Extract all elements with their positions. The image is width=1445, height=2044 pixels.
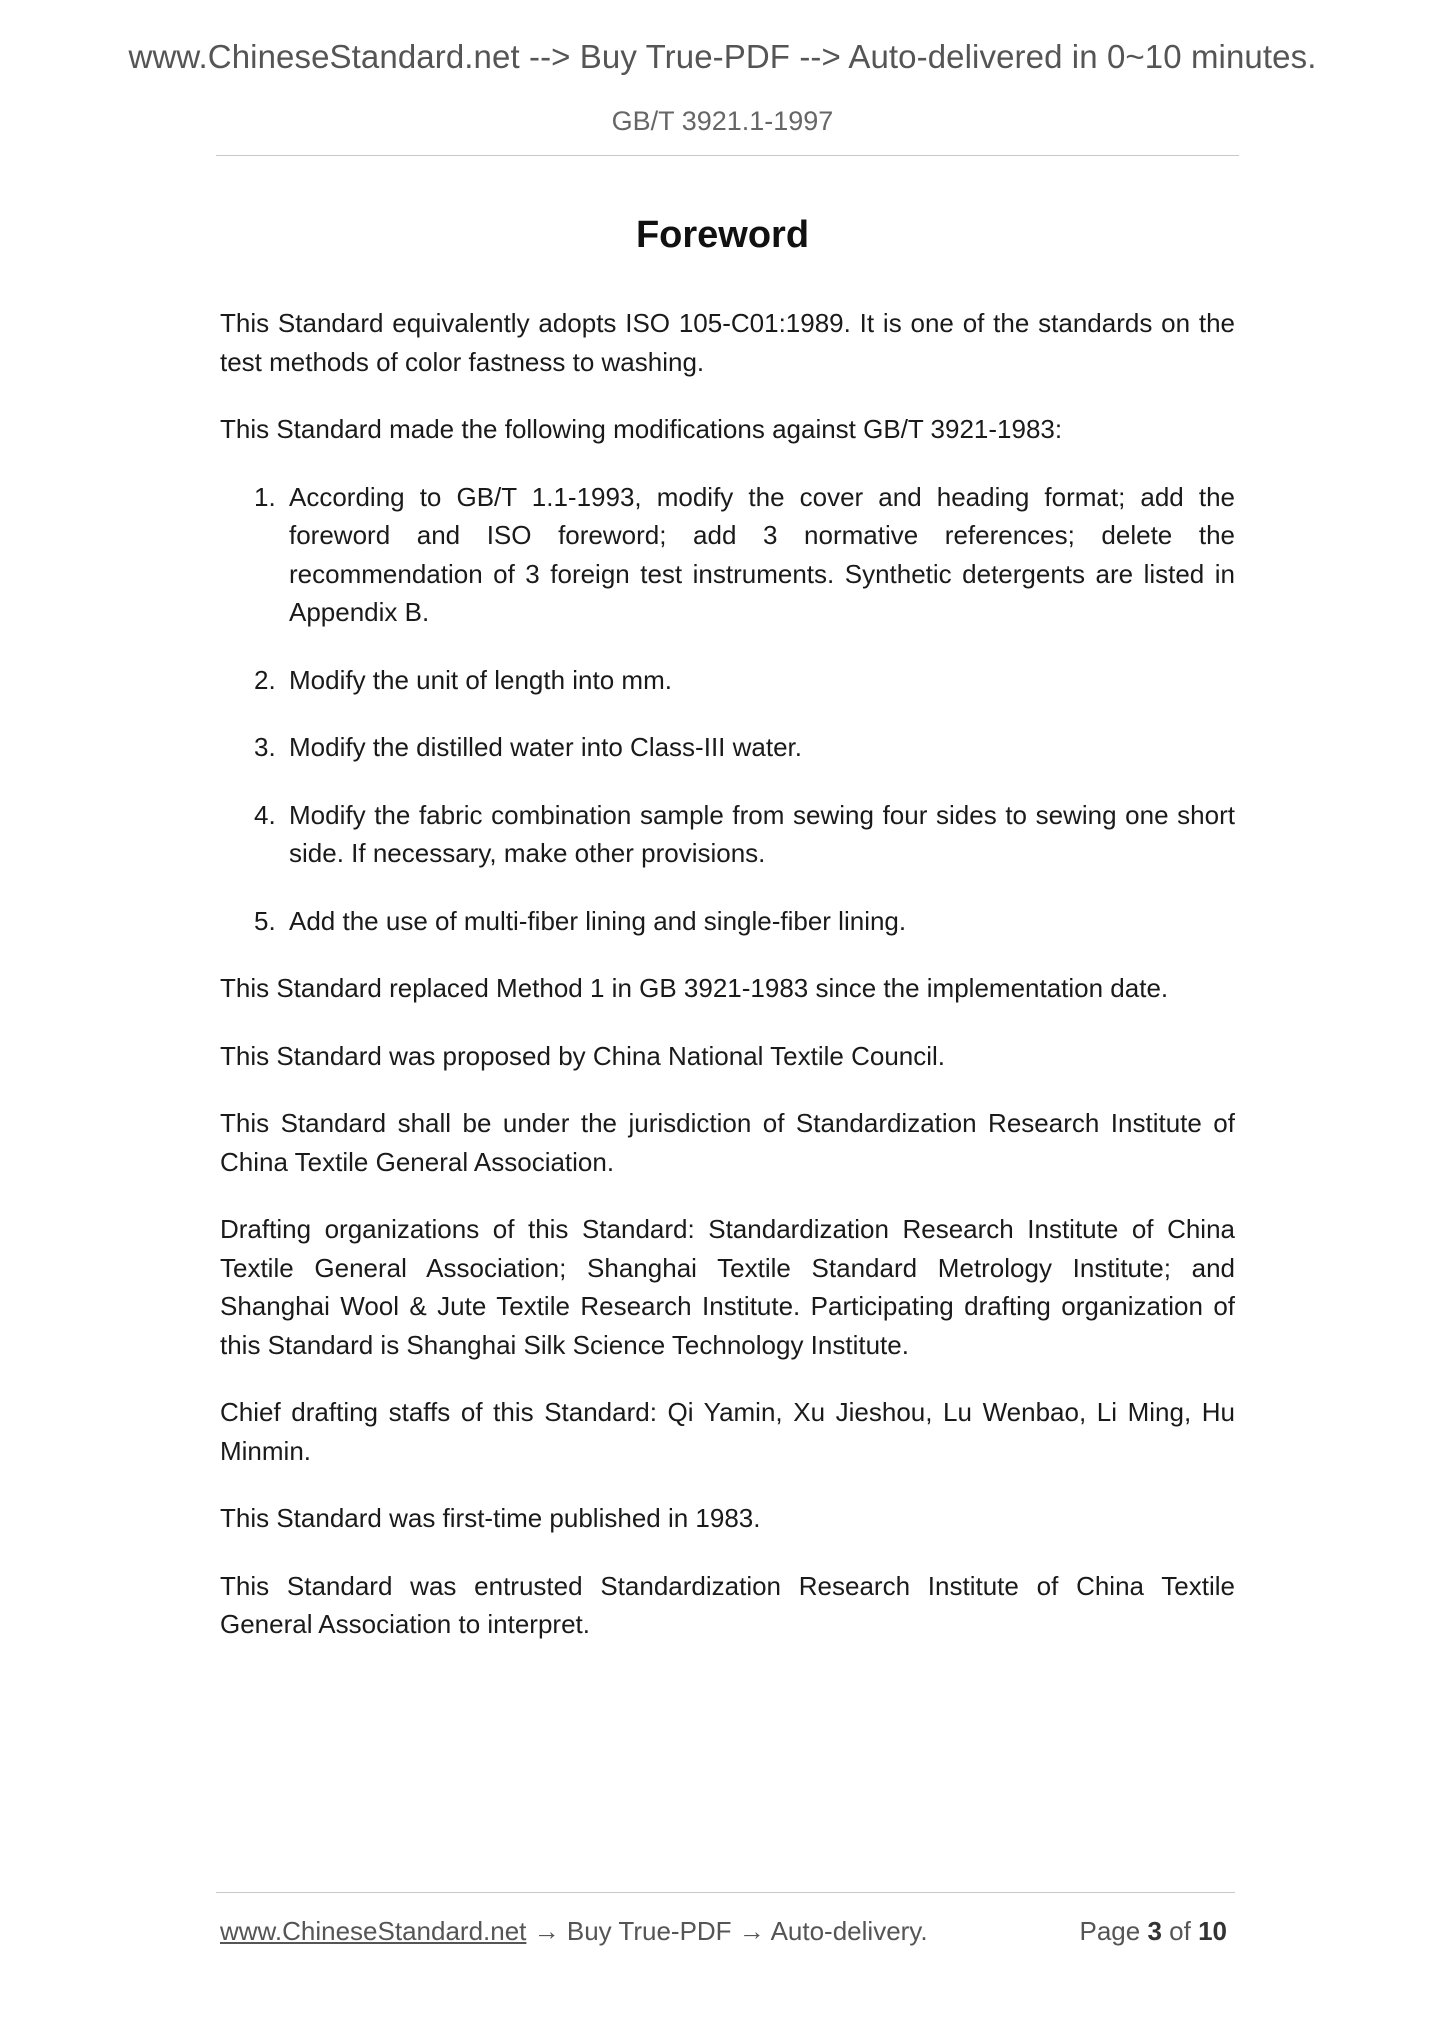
list-text: Modify the distilled water into Class-III water. xyxy=(289,732,802,762)
footer-site-link[interactable]: www.ChineseStandard.net xyxy=(220,1916,527,1946)
list-text: According to GB/T 1.1-1993, modify the cover and heading format; add the foreword and ISO foreword; add 3 normative references; delete the recommendation of 3 foreign test instruments. Synthetic detergents are listed in Appendix B. xyxy=(289,481,1235,627)
list-item xyxy=(254,478,1235,632)
page-number xyxy=(1079,1916,1227,1947)
paragraph: Chief drafting staffs of this Standard: Qi Yamin, Xu Jieshou, Lu Wenbao, Li Ming, Hu Minmin. xyxy=(220,1397,1235,1466)
top-banner: www.ChineseStandard.net --> Buy True-PDF --> Auto-delivered in 0~10 minutes. xyxy=(128,38,1317,75)
page-title: Foreword xyxy=(635,214,810,256)
footer-promo xyxy=(220,1916,928,1947)
paragraph: Drafting organizations of this Standard: Standardization Research Institute of China Textile General Association; Shanghai Textile Standard Metrology Institute; and Shanghai Wool & Jute Textile Research Institute. Participating drafting organization of this Standard is Shanghai Silk Science Technology Institute. xyxy=(220,1214,1235,1360)
list-item xyxy=(254,728,1235,767)
list-item xyxy=(254,796,1235,873)
of-label: of xyxy=(1169,1916,1191,1946)
page-current: 3 xyxy=(1147,1916,1162,1946)
paragraph: This Standard was first-time published in 1983. xyxy=(220,1503,761,1533)
list-number: 5. xyxy=(254,905,276,936)
paragraph: This Standard was entrusted Standardization Research Institute of China Textile General Association to interpret. xyxy=(220,1570,1235,1639)
list-number: 2. xyxy=(254,664,276,695)
paragraph: This Standard equivalently adopts ISO 105-C01:1989. It is one of the standards on the test methods of color fastness to washing. xyxy=(220,308,1235,377)
list-text: Modify the fabric combination sample from sewing four sides to sewing one short side. If necessary, make other provisions. xyxy=(289,799,1235,868)
footer-divider xyxy=(216,1892,1235,1893)
list-number: 4. xyxy=(254,799,276,830)
list-number: 1. xyxy=(254,481,276,512)
list-text: Modify the unit of length into mm. xyxy=(289,664,672,695)
paragraph: This Standard replaced Method 1 in GB 3921-1983 since the implementation date. xyxy=(220,973,1169,1003)
footer-tagline: → Buy True-PDF → Auto-delivery. xyxy=(526,1916,928,1946)
modification-list xyxy=(220,478,1235,941)
list-number: 3. xyxy=(254,732,276,762)
header-divider xyxy=(216,155,1239,156)
document-body xyxy=(220,304,1235,1673)
page-label: Page xyxy=(1079,1916,1141,1946)
paragraph: This Standard made the following modifications against GB/T 3921-1983: xyxy=(220,414,1063,444)
list-item xyxy=(254,661,1235,700)
list-item xyxy=(254,902,1235,941)
page-total: 10 xyxy=(1198,1916,1227,1946)
paragraph: This Standard was proposed by China National Textile Council. xyxy=(220,1040,946,1071)
list-text: Add the use of multi-fiber lining and single-fiber lining. xyxy=(289,905,907,936)
paragraph: This Standard shall be under the jurisdiction of Standardization Research Institute of China Textile General Association. xyxy=(220,1108,1235,1177)
document-code: GB/T 3921.1-1997 xyxy=(611,106,834,136)
